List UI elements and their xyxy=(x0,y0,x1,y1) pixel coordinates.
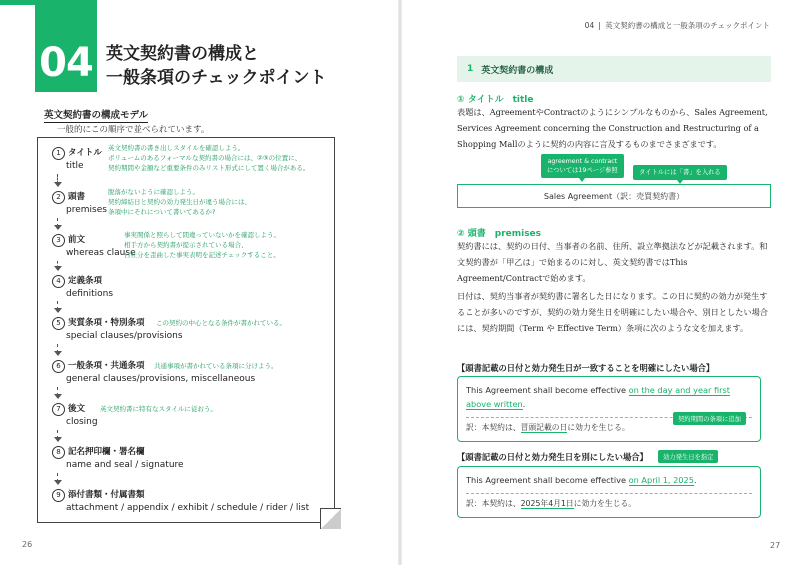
model-section-title: 英文契約書の構成モデル xyxy=(44,107,148,123)
example2-japanese: 訳：本契約は、2025年4月1日に効力を生じる。 xyxy=(466,493,752,509)
section-title: 英文契約書の構成 xyxy=(481,65,554,76)
example1-english: This Agreement shall become effective on the day and year first above written. xyxy=(466,385,730,409)
arrow-down-icon xyxy=(54,225,62,230)
structure-model-box xyxy=(37,137,335,523)
arrow-down-icon xyxy=(54,394,62,399)
chapter-title-line1: 英文契約書の構成と xyxy=(106,44,259,64)
date-paragraph: 日付は、契約当事者が契約書に署名した日になります。この日に契約の効力が発生することが多いのですが、契約の効力発生日を明確にしたい場合や、別日としたい場合には、契約期間（Term や Effective Term）条項に次のような文を加えます。 xyxy=(457,291,768,333)
page-fold-corner xyxy=(320,508,341,529)
model-lead: 一般的にこの順序で並べられています。 xyxy=(57,125,210,135)
example2-english: This Agreement shall become effective on April 1, 2025. xyxy=(466,475,697,485)
callout-tag: 効力発生日を指定 xyxy=(658,450,718,463)
callout-tag: タイトルには「書」を入れる xyxy=(633,165,727,180)
model-item: 3 前文 whereas clause xyxy=(52,233,136,258)
gutter xyxy=(398,0,402,565)
model-item: 5 実質条項・特別条項 special clauses/provisions xyxy=(52,316,183,341)
chapter-title xyxy=(106,42,327,90)
model-item: 2 頭書 premises xyxy=(52,190,107,215)
handwritten-note: 英文契約書に特有なスタイルに従おう。 xyxy=(100,405,217,413)
item-jp: タイトル xyxy=(68,148,102,158)
section-header xyxy=(457,56,771,82)
page-number-left: 26 xyxy=(22,540,33,549)
arrow-down-icon xyxy=(54,351,62,356)
example2-heading: 【頭書記載の日付と効力発生日を別にしたい場合】 xyxy=(457,452,648,462)
example1-box xyxy=(457,376,761,442)
arrow-down-icon xyxy=(54,308,62,313)
model-item: 4 定義条項 definitions xyxy=(52,274,113,299)
title-example-box: Sales Agreement（訳：売買契約書） xyxy=(457,184,771,208)
section-number: 1 xyxy=(467,64,474,74)
subhead-premises: ② 頭書 premises xyxy=(457,229,542,239)
subhead-title: ① タイトル title xyxy=(457,95,534,105)
handwritten-note: 共通事項が書かれている条項に分けよう。 xyxy=(154,362,278,370)
model-item: 9 添付書類・付属書類 attachment / appendix / exhibit / schedule / rider / list xyxy=(52,488,309,513)
chapter-title-line2: 一般条項のチェックポイント xyxy=(106,68,327,88)
item-en: title xyxy=(66,161,84,171)
handwritten-note: 脱落がないように確認しよう。 契約締結日と契約の効力発生日が違う場合には、 条項中にそれについて書いてあるか? xyxy=(108,188,251,216)
example2-box xyxy=(457,466,761,518)
model-item: 7 後文 closing xyxy=(52,402,98,427)
model-item xyxy=(52,146,102,171)
premises-paragraph: 契約書には、契約の日付、当事者の名前、住所、設立準拠法などが記載されます。和文契約書が「甲乙は」で始まるのに対し、英文契約書ではThis Agreement/Contractで始めます。 xyxy=(457,241,768,283)
handwritten-note: 事実関係と照らして間違っていないかを確認しよう。 相手方から契約書が提示されている場合、 自社分を歪曲した事実表明を記述チェックすること。 xyxy=(124,231,280,259)
example1-heading: 【頭書記載の日付と効力発生日が一致することを明確にしたい場合】 xyxy=(457,363,715,373)
arrow-down-icon xyxy=(54,266,62,271)
callout-tag: 契約期間の条項に追加 xyxy=(673,412,746,425)
arrow-down-icon xyxy=(54,182,62,187)
running-head: 04 英文契約書の構成と一般条項のチェックポイント xyxy=(584,21,770,30)
chapter-number: 04 xyxy=(35,0,97,92)
handwritten-note: この契約の中心となる条件が書かれている。 xyxy=(156,319,286,327)
callout-tag: agreement & contract については19ページ参照 xyxy=(541,154,624,178)
example1-japanese: 訳：本契約は、冒頭記載の日に効力を生じる。 xyxy=(466,417,752,433)
item-number: 1 xyxy=(52,147,65,160)
handwritten-note: 英文契約書の書き出しスタイルを確認しよう。 ボリュームのあるフォーマルな契約書の場合には、②③の位置に、 契約期間や金額など重要条件のみリスト形式にして置く場合がある。 xyxy=(108,144,310,172)
model-item: 6 一般条項・共通条項 general clauses/provisions, miscellaneous xyxy=(52,359,255,384)
arrow-down-icon xyxy=(54,437,62,442)
arrow-down-icon xyxy=(54,480,62,485)
title-paragraph: 表題は、AgreementやContractのようにシンプルなものから、Sales Agreement, Services Agreement concerning the Construction and Restructuring of a Shopping Mallのように契約の内容に言及するものまでさまざまです。 xyxy=(457,107,768,149)
model-item: 8 記名押印欄・署名欄 name and seal / signature xyxy=(52,445,184,470)
page-number-right: 27 xyxy=(770,541,781,550)
